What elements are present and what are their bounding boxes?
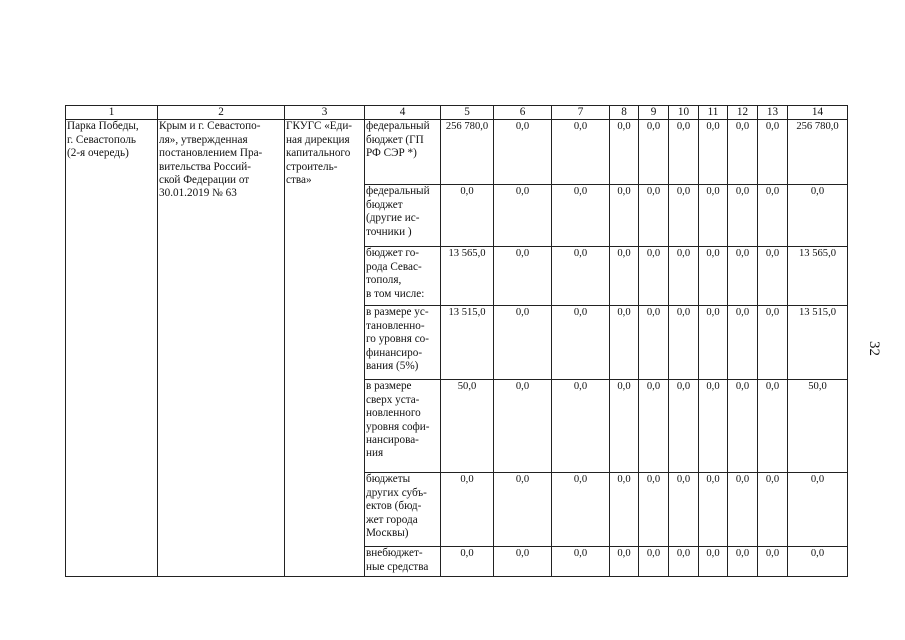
funding-source-line: точники ) <box>366 225 412 238</box>
funding-source-line: федеральный <box>366 185 430 198</box>
value-cell-col-12: 0,0 <box>728 247 758 306</box>
header-cell-6: 6 <box>494 106 552 120</box>
program-cell-line: 30.01.2019 № 63 <box>159 187 237 200</box>
funding-source-line: рода Севас- <box>366 260 422 273</box>
budget-table <box>65 105 848 577</box>
value-cell-col-6: 0,0 <box>494 547 552 577</box>
value-cell-col-11: 0,0 <box>699 547 728 577</box>
funding-source-line: (другие ис- <box>366 212 420 225</box>
value-cell-col-8: 0,0 <box>610 120 639 185</box>
funding-source-line: внебюджет- <box>366 547 423 560</box>
funding-source-line: в размере <box>366 380 412 393</box>
value-cell-col-13: 0,0 <box>758 473 788 547</box>
value-cell-col-13: 0,0 <box>758 547 788 577</box>
funding-source-cell <box>365 380 441 473</box>
funding-source-line: нансирова- <box>366 434 419 447</box>
value-cell-col-9: 0,0 <box>639 185 669 247</box>
funding-source-cell <box>365 306 441 380</box>
funding-source-line: финансиро- <box>366 346 423 359</box>
value-cell-col-11: 0,0 <box>699 473 728 547</box>
value-cell-col-12: 0,0 <box>728 306 758 380</box>
customer-cell-line: капитального <box>286 147 351 160</box>
value-cell-col-6: 0,0 <box>494 473 552 547</box>
value-cell-col-10: 0,0 <box>669 120 699 185</box>
funding-source-cell <box>365 120 441 185</box>
customer-cell-line: строитель- <box>286 160 338 173</box>
funding-source-line: новленного <box>366 407 421 420</box>
funding-source-cell <box>365 473 441 547</box>
funding-source-line: Москвы) <box>366 527 409 540</box>
value-cell-col-5: 50,0 <box>441 380 494 473</box>
value-cell-col-8: 0,0 <box>610 185 639 247</box>
funding-source-line: жет города <box>366 513 418 526</box>
funding-source-line: РФ СЭР *) <box>366 147 417 160</box>
value-cell-col-10: 0,0 <box>669 185 699 247</box>
value-cell-col-8: 0,0 <box>610 247 639 306</box>
customer-cell-line: ства» <box>286 174 312 187</box>
value-cell-col-12: 0,0 <box>728 547 758 577</box>
value-cell-col-10: 0,0 <box>669 473 699 547</box>
value-cell-col-12: 0,0 <box>728 120 758 185</box>
value-cell-col-13: 0,0 <box>758 247 788 306</box>
header-cell-9: 9 <box>639 106 669 120</box>
header-cell-4: 4 <box>365 106 441 120</box>
value-cell-col-10: 0,0 <box>669 547 699 577</box>
funding-source-line: бюджет го- <box>366 247 420 260</box>
page-number: 32 <box>866 341 882 356</box>
funding-source-line: бюджет <box>366 198 403 211</box>
value-cell-col-9: 0,0 <box>639 380 669 473</box>
value-cell-col-13: 0,0 <box>758 306 788 380</box>
value-cell-col-6: 0,0 <box>494 120 552 185</box>
value-cell-col-6: 0,0 <box>494 185 552 247</box>
value-cell-col-11: 0,0 <box>699 380 728 473</box>
value-cell-col-5: 13 565,0 <box>441 247 494 306</box>
value-cell-col-14: 13 515,0 <box>788 306 848 380</box>
value-cell-col-11: 0,0 <box>699 185 728 247</box>
value-cell-col-9: 0,0 <box>639 306 669 380</box>
object-name-cell-line: г. Севастополь <box>67 133 137 146</box>
value-cell-col-8: 0,0 <box>610 306 639 380</box>
program-cell-line: ской Федерации от <box>159 174 250 187</box>
value-cell-col-7: 0,0 <box>552 247 610 306</box>
funding-source-cell <box>365 547 441 577</box>
header-cell-14: 14 <box>788 106 848 120</box>
funding-source-line: бюджет (ГП <box>366 133 424 146</box>
value-cell-col-13: 0,0 <box>758 185 788 247</box>
program-cell <box>158 120 285 577</box>
table-row <box>66 120 848 185</box>
value-cell-col-11: 0,0 <box>699 247 728 306</box>
program-cell-line: постановлением Пра- <box>159 147 263 160</box>
value-cell-col-10: 0,0 <box>669 306 699 380</box>
header-cell-10: 10 <box>669 106 699 120</box>
value-cell-col-7: 0,0 <box>552 547 610 577</box>
program-cell-line: Крым и г. Севастопо- <box>159 120 261 133</box>
value-cell-col-13: 0,0 <box>758 380 788 473</box>
object-name-cell <box>66 120 158 577</box>
value-cell-col-7: 0,0 <box>552 306 610 380</box>
program-cell-line: вительства Россий- <box>159 160 252 173</box>
header-cell-5: 5 <box>441 106 494 120</box>
object-name-cell-line: (2-я очередь) <box>67 147 129 160</box>
value-cell-col-14: 256 780,0 <box>788 120 848 185</box>
funding-source-line: сверх уста- <box>366 393 420 406</box>
customer-cell-line: ная дирекция <box>286 133 350 146</box>
object-name-cell-line: Парка Победы, <box>67 120 139 133</box>
header-cell-11: 11 <box>699 106 728 120</box>
program-cell-line: ля», утвержденная <box>159 133 248 146</box>
customer-cell <box>285 120 365 577</box>
funding-source-line: других субъ- <box>366 486 427 499</box>
value-cell-col-8: 0,0 <box>610 473 639 547</box>
funding-source-line: в размере ус- <box>366 306 429 319</box>
value-cell-col-13: 0,0 <box>758 120 788 185</box>
value-cell-col-9: 0,0 <box>639 247 669 306</box>
value-cell-col-14: 50,0 <box>788 380 848 473</box>
header-cell-7: 7 <box>552 106 610 120</box>
value-cell-col-7: 0,0 <box>552 185 610 247</box>
value-cell-col-6: 0,0 <box>494 306 552 380</box>
table-body <box>66 106 848 577</box>
value-cell-col-8: 0,0 <box>610 380 639 473</box>
funding-source-line: в том числе: <box>366 287 425 300</box>
value-cell-col-12: 0,0 <box>728 380 758 473</box>
header-cell-13: 13 <box>758 106 788 120</box>
value-cell-col-5: 13 515,0 <box>441 306 494 380</box>
header-cell-12: 12 <box>728 106 758 120</box>
funding-source-line: ектов (бюд- <box>366 500 422 513</box>
customer-cell-line: ГКУГС «Еди- <box>286 120 353 133</box>
funding-source-line: го уровня со- <box>366 333 429 346</box>
funding-source-line: ния <box>366 447 384 460</box>
header-row <box>66 106 848 120</box>
value-cell-col-5: 0,0 <box>441 547 494 577</box>
value-cell-col-9: 0,0 <box>639 473 669 547</box>
value-cell-col-10: 0,0 <box>669 247 699 306</box>
value-cell-col-7: 0,0 <box>552 380 610 473</box>
value-cell-col-14: 0,0 <box>788 473 848 547</box>
funding-source-line: федеральный <box>366 120 430 133</box>
funding-source-line: ные средства <box>366 560 429 573</box>
value-cell-col-5: 0,0 <box>441 473 494 547</box>
funding-source-line: вания (5%) <box>366 360 419 373</box>
value-cell-col-6: 0,0 <box>494 247 552 306</box>
funding-source-line: тополя, <box>366 274 402 287</box>
header-cell-3: 3 <box>285 106 365 120</box>
value-cell-col-8: 0,0 <box>610 547 639 577</box>
value-cell-col-5: 256 780,0 <box>441 120 494 185</box>
value-cell-col-12: 0,0 <box>728 473 758 547</box>
value-cell-col-12: 0,0 <box>728 185 758 247</box>
value-cell-col-5: 0,0 <box>441 185 494 247</box>
funding-source-line: бюджеты <box>366 473 411 486</box>
header-cell-1: 1 <box>66 106 158 120</box>
header-cell-2: 2 <box>158 106 285 120</box>
value-cell-col-11: 0,0 <box>699 120 728 185</box>
value-cell-col-14: 0,0 <box>788 185 848 247</box>
value-cell-col-10: 0,0 <box>669 380 699 473</box>
funding-source-cell <box>365 247 441 306</box>
header-cell-8: 8 <box>610 106 639 120</box>
value-cell-col-6: 0,0 <box>494 380 552 473</box>
value-cell-col-9: 0,0 <box>639 120 669 185</box>
value-cell-col-7: 0,0 <box>552 120 610 185</box>
value-cell-col-7: 0,0 <box>552 473 610 547</box>
value-cell-col-14: 13 565,0 <box>788 247 848 306</box>
funding-source-cell <box>365 185 441 247</box>
funding-source-line: тановленно- <box>366 319 425 332</box>
funding-source-line: уровня софи- <box>366 420 430 433</box>
value-cell-col-14: 0,0 <box>788 547 848 577</box>
value-cell-col-9: 0,0 <box>639 547 669 577</box>
value-cell-col-11: 0,0 <box>699 306 728 380</box>
